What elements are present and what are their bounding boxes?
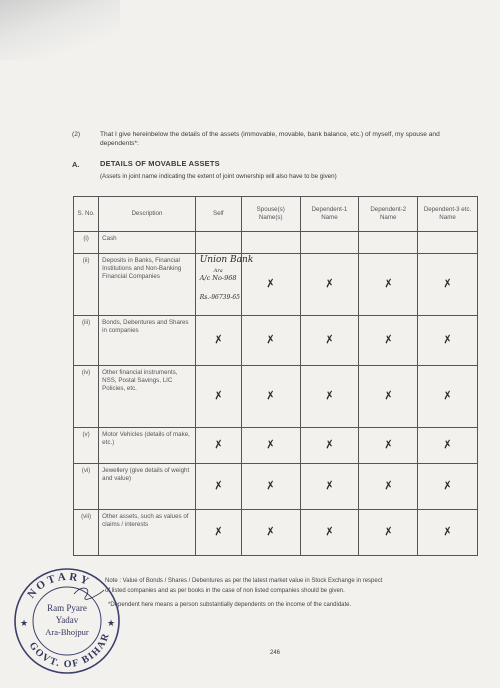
movable-assets-table: [73, 196, 478, 556]
row-sno: (iii): [74, 316, 99, 366]
table-row: [74, 366, 478, 428]
table-row: [74, 464, 478, 510]
cross-mark: ✗: [382, 477, 394, 493]
page-number: 246: [270, 650, 281, 656]
section-letter: A.: [72, 160, 80, 169]
header-dependent-2: Dependent-2 Name: [359, 197, 418, 232]
row-description: Other financial instruments, NSS, Postal Savings, LIC Policies, etc.: [99, 366, 196, 428]
row-description: Jewellery (give details of weight and value): [99, 464, 196, 510]
self-bank-handwriting: [195, 254, 254, 316]
table-row: [74, 428, 478, 464]
row-description: Cash: [99, 232, 196, 254]
row-description: Motor Vehicles (details of make, etc.): [99, 428, 196, 464]
stamp-name-line2: Yadav: [55, 615, 79, 625]
cross-mark: ✗: [323, 477, 335, 493]
handwritten-branch: Ara: [213, 268, 223, 274]
cross-mark: ✗: [323, 331, 335, 347]
cross-mark: ✗: [382, 387, 394, 403]
cross-mark: ✗: [212, 523, 224, 539]
stamp-place: Ara-Bhojpur: [45, 627, 89, 637]
note-line-1: Note : Value of Bonds / Shares / Debentures as per the latest market value in Stock Exchange in respect: [105, 578, 383, 584]
paragraph-text: That I give hereinbelow the details of the assets (immovable, movable, bank balance, etc.) of myself, my spouse and dependents*:: [100, 131, 440, 147]
row-sno: (v): [74, 428, 99, 464]
header-self: Self: [195, 197, 241, 232]
cross-mark: ✗: [382, 275, 394, 291]
cross-mark: ✗: [212, 436, 224, 452]
cross-mark: ✗: [212, 331, 224, 347]
stamp-outer-text: NOTARY: [25, 570, 94, 601]
stamp-star-icon: ★: [20, 618, 29, 628]
cross-mark: ✗: [442, 477, 453, 493]
row-sno: (i): [74, 232, 99, 254]
note-line-2: of listed companies and as per books in the case of non listed companies should be given.: [105, 588, 345, 594]
row-description: Deposits in Banks, Financial Institutions and Non-Banking Financial Companies: [99, 254, 196, 316]
cross-mark: ✗: [442, 275, 453, 291]
handwritten-bank: Union Bank: [199, 255, 254, 265]
stamp-bottom-text: GOVT. OF BIHAR: [26, 631, 112, 671]
page-fold-shadow: [0, 0, 120, 60]
cross-mark: ✗: [382, 523, 394, 539]
cross-mark: ✗: [212, 387, 224, 403]
cross-mark: ✗: [265, 275, 277, 291]
table-row: [74, 232, 478, 254]
table-row: [74, 316, 478, 366]
row-description: Bonds, Debentures and Shares in companies: [99, 316, 196, 366]
cross-mark: ✗: [442, 331, 453, 347]
handwritten-balance: Rs.-96739-65: [199, 294, 240, 301]
cross-mark: ✗: [382, 436, 394, 452]
cross-mark: ✗: [265, 436, 277, 452]
cross-mark: ✗: [265, 387, 277, 403]
cross-mark: ✗: [323, 523, 335, 539]
header-spouse: Spouse(s) Name(s): [241, 197, 300, 232]
cross-mark: ✗: [265, 477, 277, 493]
row-sno: (vii): [74, 510, 99, 556]
cross-mark: ✗: [442, 387, 453, 403]
header-dependent-1: Dependent-1 Name: [300, 197, 359, 232]
paragraph-number: (2): [72, 131, 81, 138]
table-header-row: [74, 197, 478, 232]
cross-mark: ✗: [323, 275, 335, 291]
row-sno: (ii): [74, 254, 99, 316]
note-line-3: *Dependent here means a person substantially dependents on the income of the candidate.: [108, 602, 352, 608]
signature-scribble: [74, 588, 104, 599]
section-title: DETAILS OF MOVABLE ASSETS: [100, 159, 220, 168]
header-sno: S. No.: [74, 197, 99, 232]
cross-mark: ✗: [442, 436, 453, 452]
cross-mark: ✗: [265, 523, 277, 539]
cross-mark: ✗: [382, 331, 394, 347]
cross-mark: ✗: [323, 387, 335, 403]
svg-text:NOTARY: [25, 571, 93, 601]
stamp-star-icon: ★: [107, 618, 116, 628]
handwritten-account: A/c No-968: [199, 274, 237, 282]
stamp-name: Ram Pyare: [47, 603, 87, 613]
cross-mark: ✗: [212, 477, 224, 493]
row-sno: (vi): [74, 464, 99, 510]
notary-stamp: [12, 566, 122, 676]
table-row: [74, 510, 478, 556]
cross-mark: ✗: [323, 436, 335, 452]
cross-mark: ✗: [442, 523, 453, 539]
section-subtitle: (Assets in joint name indicating the extent of joint ownership will also have to be given): [100, 173, 337, 180]
table-row: [74, 254, 478, 316]
row-description: Other assets, such as values of claims / interests: [99, 510, 196, 556]
header-dependent-3: Dependent-3 etc. Name: [418, 197, 478, 232]
header-description: Description: [99, 197, 196, 232]
cross-mark: ✗: [265, 331, 277, 347]
row-sno: (iv): [74, 366, 99, 428]
